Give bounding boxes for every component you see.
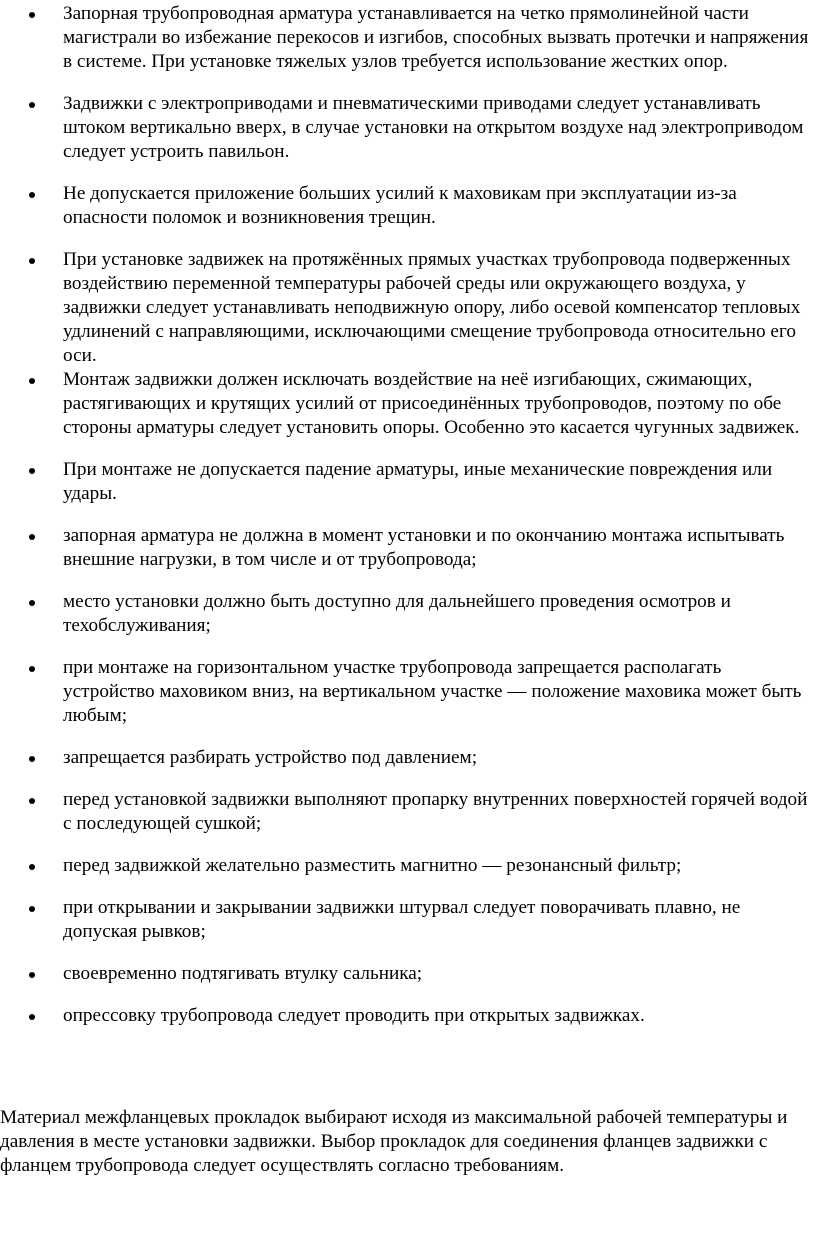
list-item	[0, 746, 816, 770]
list-item-text: При монтаже не допускается падение арматуры, иные механические повреждения или удары.	[63, 459, 773, 504]
bullet-icon	[29, 102, 35, 108]
bullet-icon	[29, 666, 35, 672]
bullet-icon	[29, 864, 35, 870]
bullet-list	[0, 2, 816, 1046]
list-item	[0, 92, 816, 164]
bullet-icon	[29, 192, 35, 198]
list-item-text: перед задвижкой желательно разместить магнитно — резонансный фильтр;	[63, 855, 682, 876]
bullet-icon	[29, 468, 35, 474]
list-item	[0, 1004, 816, 1028]
list-item	[0, 788, 816, 836]
list-item	[0, 524, 816, 572]
bullet-icon	[29, 1014, 35, 1020]
list-item-text: запорная арматура не должна в момент установки и по окончанию монтажа испытывать внешние нагрузки, в том числе и от трубопровода;	[63, 525, 785, 570]
closing-paragraph: Материал межфланцевых прокладок выбирают исходя из максимальной рабочей температуры и давления в месте установки задвижки. Выбор прокладок для соединения фланцев задвижки с фланцем трубопровода следует осуществлять согласно требованиям.	[0, 1107, 788, 1176]
list-item-text: при открывании и закрывании задвижки штурвал следует поворачивать плавно, не допуская рывков;	[63, 897, 741, 942]
list-item-text: Задвижки с электроприводами и пневматическими приводами следует устанавливать штоком вертикально вверх, в случае установки на открытом воздухе над электроприводом следует устроить павильон.	[63, 93, 804, 162]
list-item-text: опрессовку трубопровода следует проводить при открытых задвижках.	[63, 1005, 645, 1026]
bullet-icon	[29, 378, 35, 384]
list-item-text: место установки должно быть доступно для дальнейшего проведения осмотров и техобслуживания;	[63, 591, 731, 636]
bullet-icon	[29, 534, 35, 540]
list-item-text: при монтаже на горизонтальном участке трубопровода запрещается располагать устройство маховиком вниз, на вертикальном участке — положение маховика может быть любым;	[63, 657, 802, 726]
bullet-icon	[29, 906, 35, 912]
list-item-text: Монтаж задвижки должен исключать воздействие на неё изгибающих, сжимающих, растягивающих и крутящих усилий от присоединённых трубопроводов, поэтому по обе стороны арматуры следует установить опоры. Особенно это касается чугунных задвижек.	[63, 369, 800, 438]
list-item	[0, 854, 816, 878]
list-item	[0, 368, 816, 440]
list-item	[0, 590, 816, 638]
list-item-text: своевременно подтягивать втулку сальника;	[63, 963, 423, 984]
list-item-text: Запорная трубопроводная арматура устанавливается на четко прямолинейной части магистрали во избежание перекосов и изгибов, способных вызвать протечки и напряжения в системе. При установке тяжелых узлов требуется использование жестких опор.	[63, 3, 809, 72]
list-item	[0, 182, 816, 230]
bullet-icon	[29, 12, 35, 18]
bullet-icon	[29, 798, 35, 804]
list-item	[0, 962, 816, 986]
bullet-icon	[29, 972, 35, 978]
list-item-text: При установке задвижек на протяжённых прямых участках трубопровода подверженных воздействию переменной температуры рабочей среды или окружающего воздуха, у задвижки следует устанавливать неподвижную опору, либо осевой компенсатор тепловых удлинений с направляющими, исключающими смещение трубопровода относительно его оси.	[63, 249, 801, 366]
bullet-icon	[29, 756, 35, 762]
bullet-icon	[29, 600, 35, 606]
list-item	[0, 656, 816, 728]
list-item	[0, 896, 816, 944]
list-item	[0, 458, 816, 506]
list-item	[0, 248, 816, 368]
list-item-text: запрещается разбирать устройство под давлением;	[63, 747, 478, 768]
list-item	[0, 2, 816, 74]
list-item-text: Не допускается приложение больших усилий к маховикам при эксплуатации из-за опасности поломок и возникновения трещин.	[63, 183, 737, 228]
bullet-icon	[29, 258, 35, 264]
list-item-text: перед установкой задвижки выполняют пропарку внутренних поверхностей горячей водой с последующей сушкой;	[63, 789, 808, 834]
